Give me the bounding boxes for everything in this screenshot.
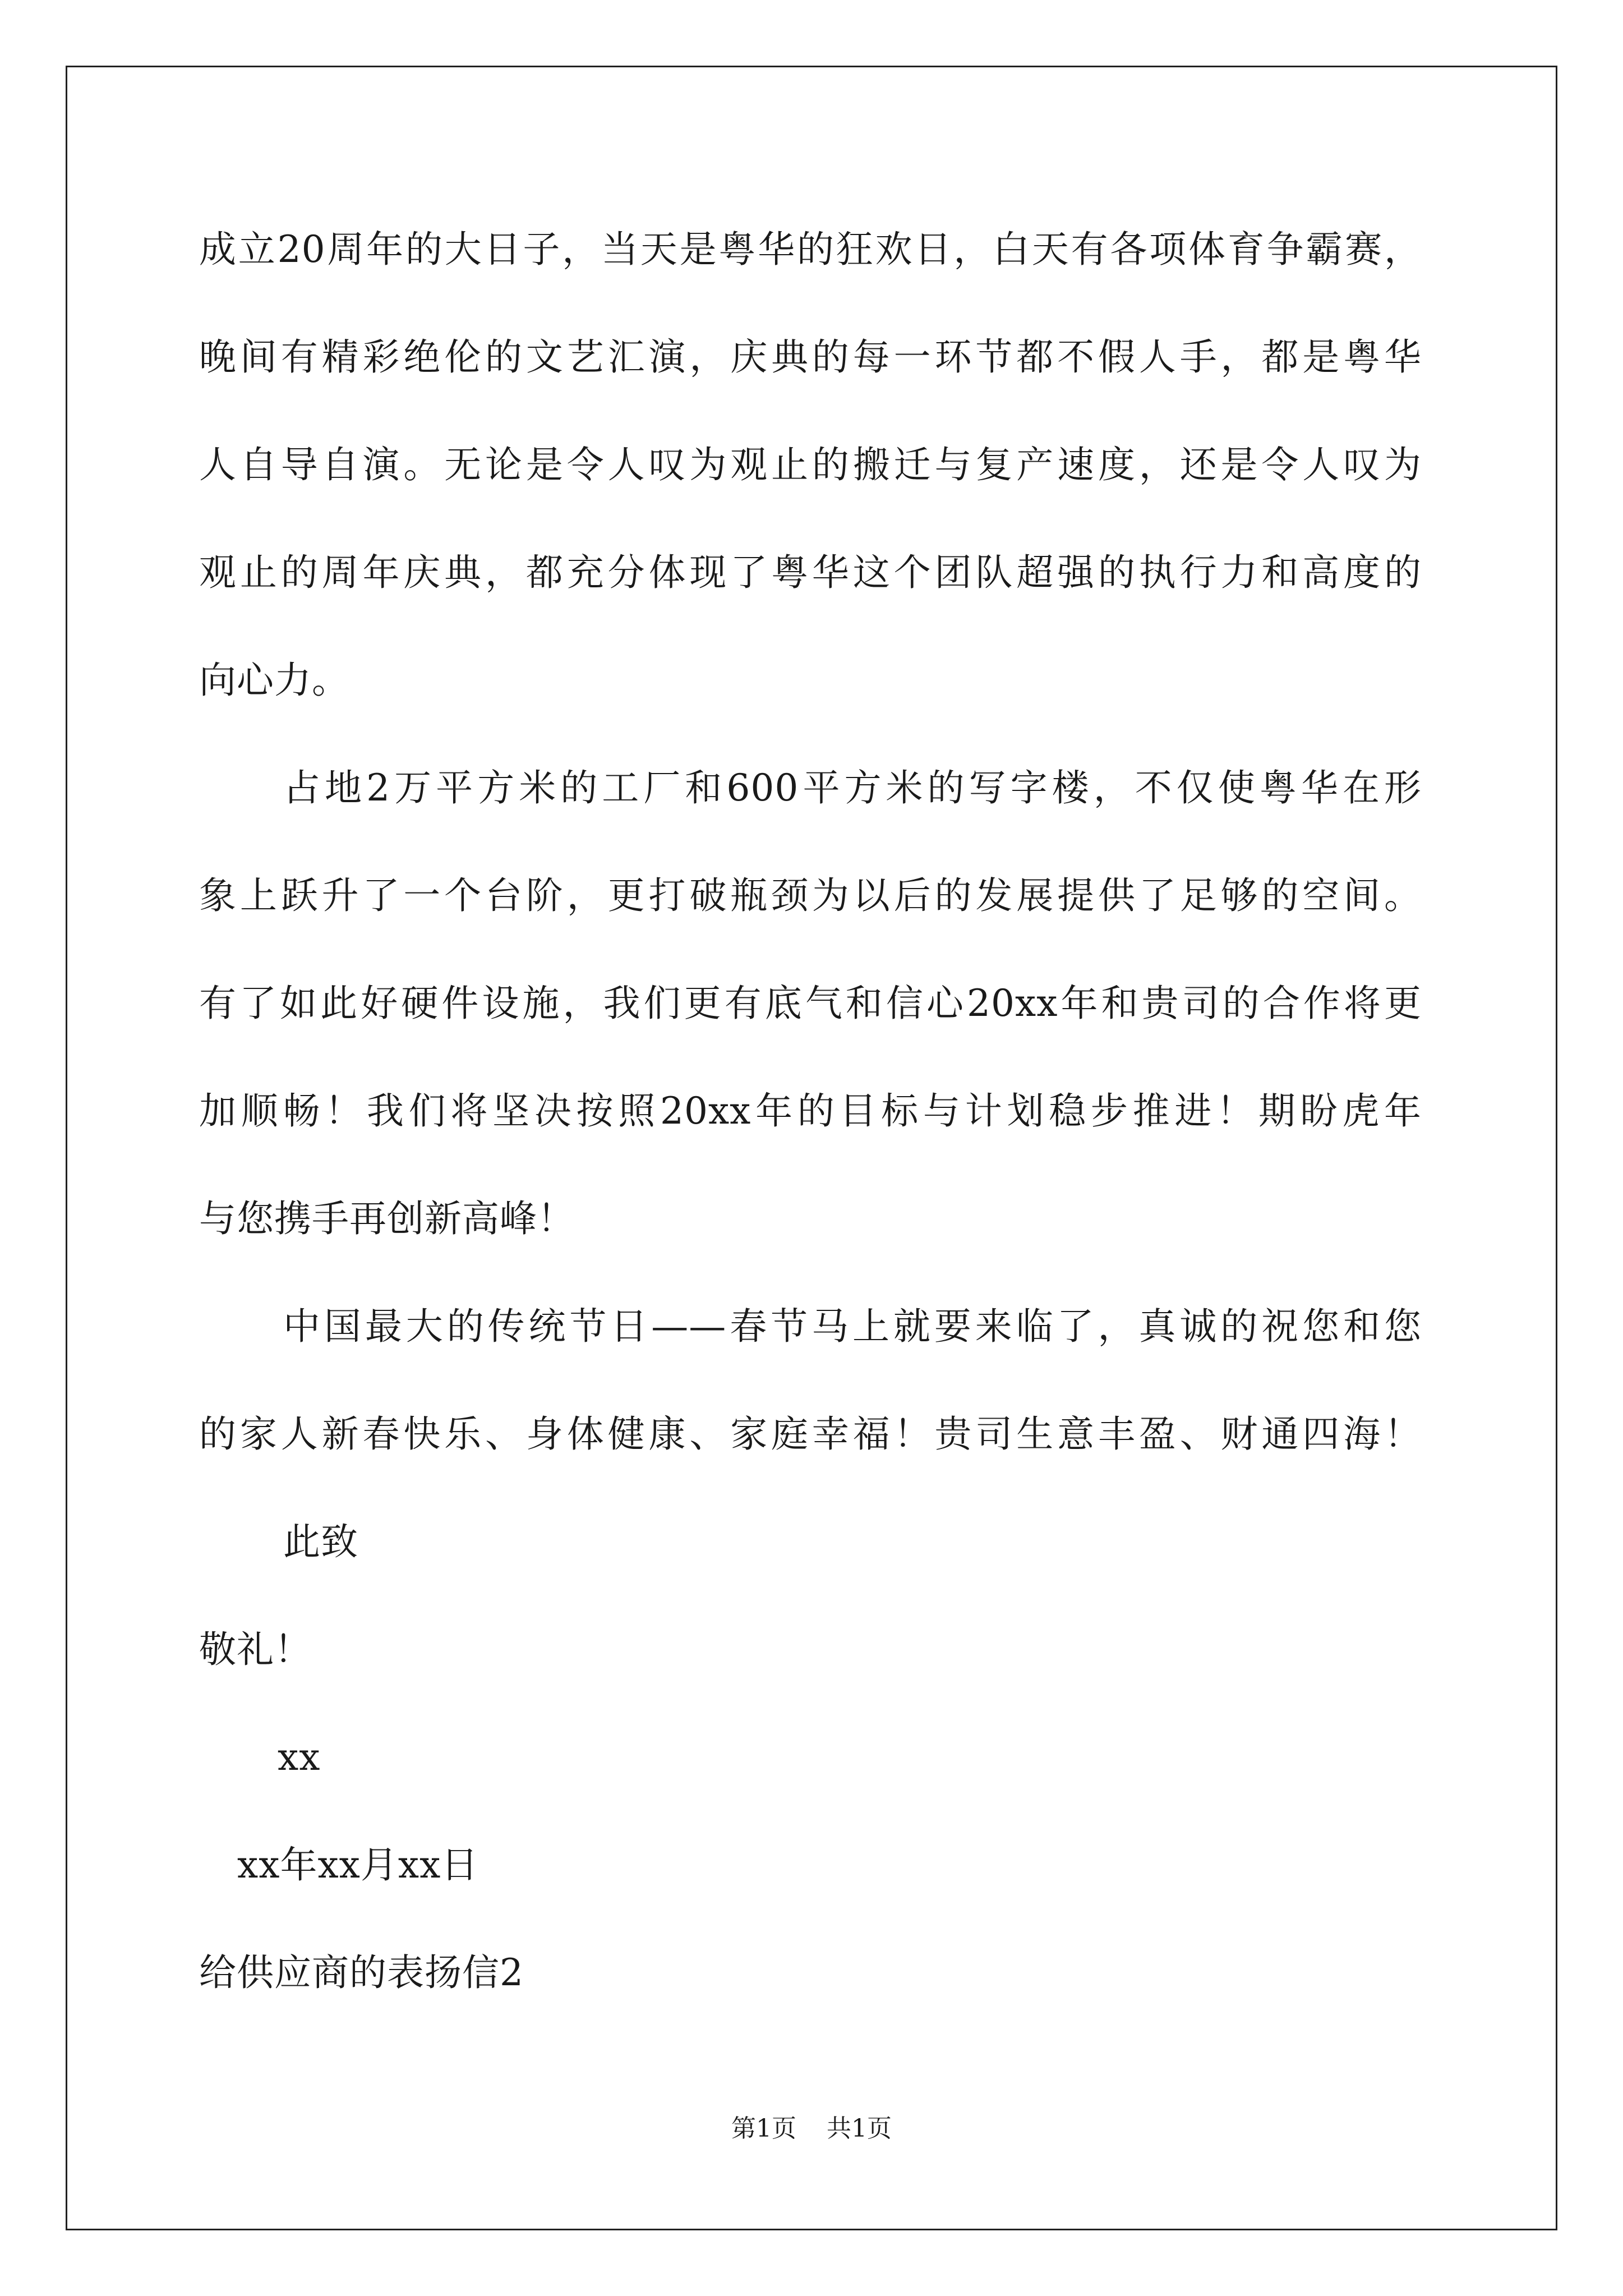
page-footer — [0, 2116, 1623, 2141]
page-total: 共1页 — [827, 2114, 892, 2143]
page-number: 第1页 — [731, 2114, 796, 2143]
closing-salutation: 此致 — [283, 1520, 358, 1563]
paragraph-line: 与您携手再创新高峰！ — [199, 1197, 575, 1240]
paragraph-line: 向心力。 — [199, 659, 349, 702]
paragraph-line: 加顺畅！我们将坚决按照20xx年的目标与计划稳步推进！期盼虎年 — [199, 1089, 1422, 1133]
paragraph-line: 有了如此好硬件设施，我们更有底气和信心20xx年和贵司的合作将更 — [199, 982, 1422, 1025]
paragraph-line: 的家人新春快乐、身体健康、家庭幸福！贵司生意丰盈、财通四海！ — [199, 1412, 1422, 1456]
paragraph-line: 占地2万平方米的工厂和600平方米的写字楼，不仅使粤华在形 — [283, 766, 1422, 809]
paragraph-line: 人自导自演。无论是令人叹为观止的搬迁与复产速度，还是令人叹为 — [199, 443, 1422, 486]
closing-regards: 敬礼！ — [199, 1628, 312, 1671]
section-heading: 给供应商的表扬信2 — [199, 1951, 524, 1994]
paragraph-line: 成立20周年的大日子，当天是粤华的狂欢日，白天有各项体育争霸赛， — [199, 228, 1422, 271]
paragraph-line: 晚间有精彩绝伦的文艺汇演，庆典的每一环节都不假人手，都是粤华 — [199, 335, 1422, 379]
paragraph-line: 观止的周年庆典，都充分体现了粤华这个团队超强的执行力和高度的 — [199, 551, 1422, 594]
page-border — [66, 66, 1557, 2230]
paragraph-line: 象上跃升了一个台阶，更打破瓶颈为以后的发展提供了足够的空间。 — [199, 874, 1422, 917]
signature-date: xx年xx月xx日 — [237, 1843, 479, 1887]
signature-name: xx — [278, 1736, 321, 1779]
paragraph-line: 中国最大的传统节日——春节马上就要来临了，真诚的祝您和您 — [283, 1305, 1422, 1348]
